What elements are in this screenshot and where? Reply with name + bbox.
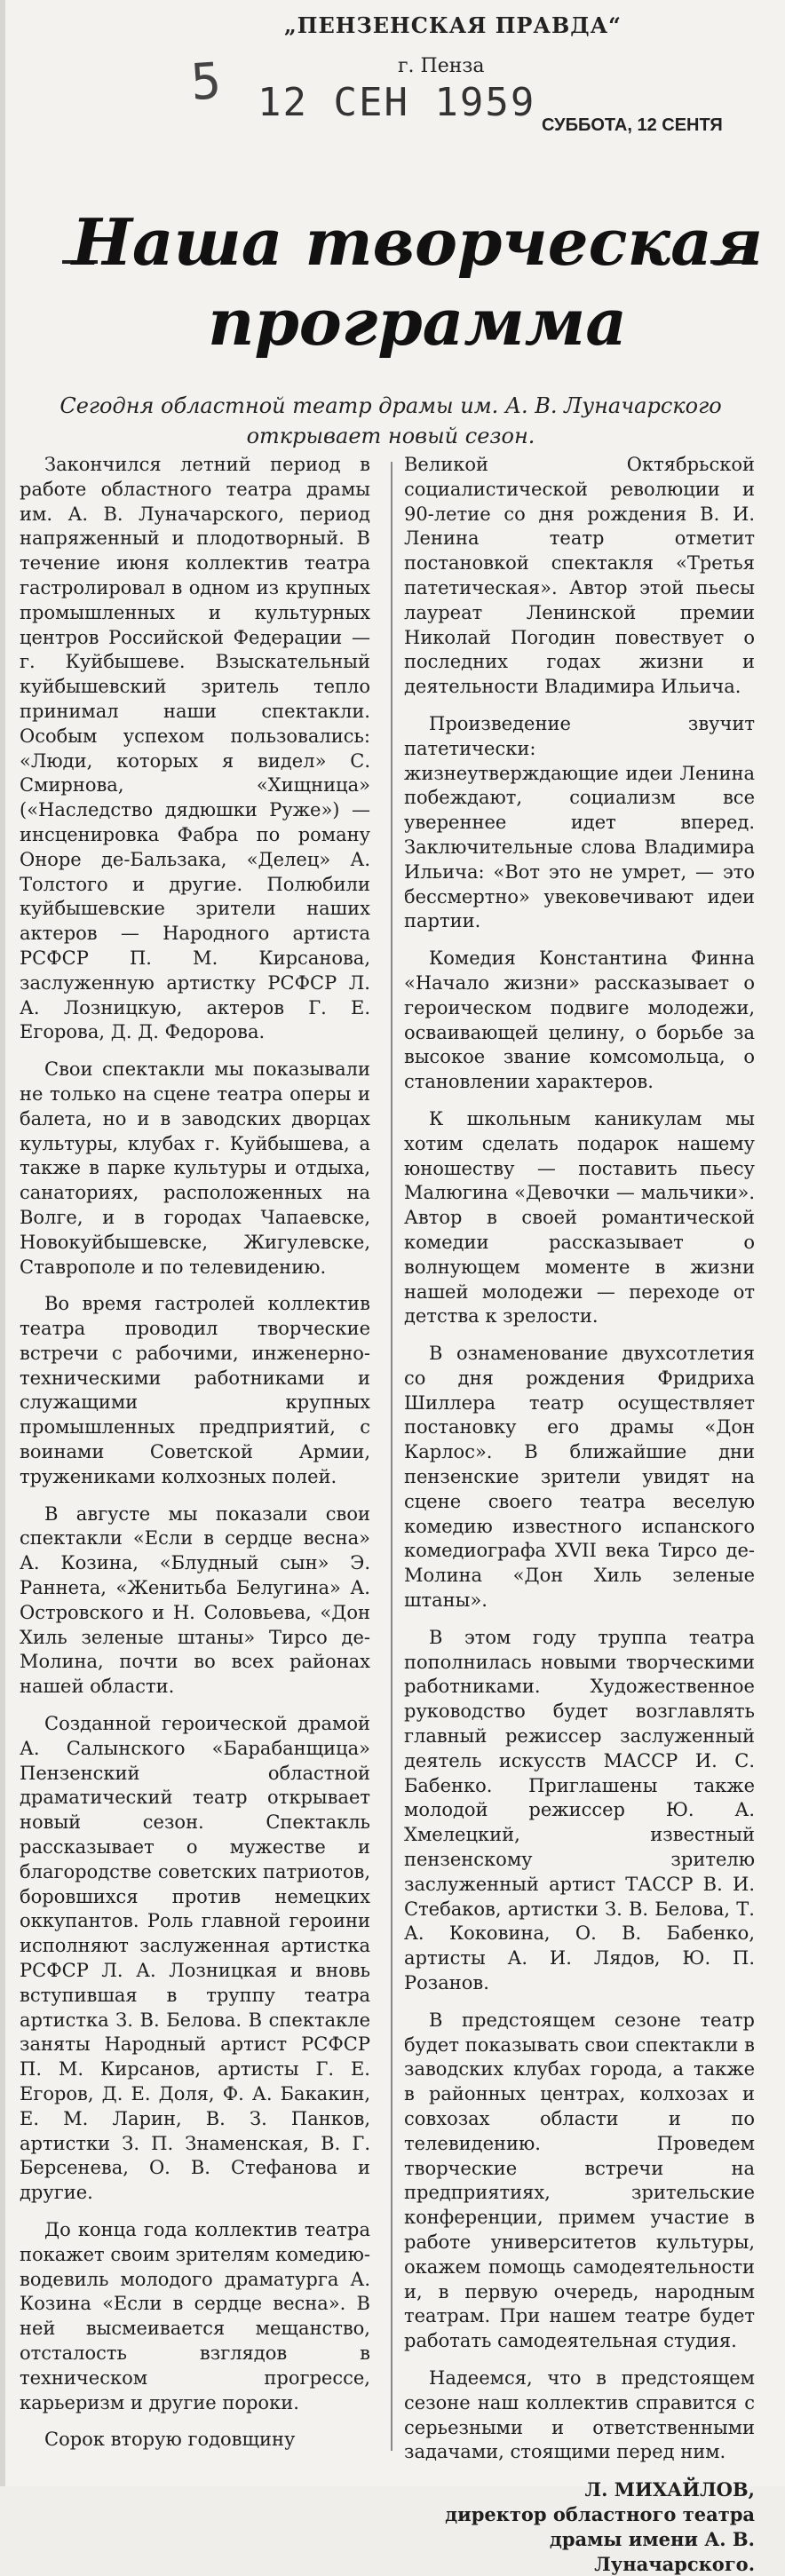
issue-date: СУББОТА, 12 СЕНТЯ <box>542 115 723 135</box>
left-column <box>20 453 370 2486</box>
column-divider <box>391 462 392 2451</box>
paragraph: До конца года коллектив театра покажет своим зрителям комедию-водевиль молодого драматурга А. Козина «Если в сердце весна». В ней высмеивается мещанство, отсталость взглядов в техническом прогрессе, карьеризм и другие пороки. <box>20 2218 370 2414</box>
article-title-line1: Наша творческая <box>71 204 764 280</box>
right-column <box>404 453 755 2575</box>
paragraph: Надеемся, что в предстоящем сезоне наш коллектив справится с серьезными и ответственными задачами, стоящими перед ним. <box>404 2366 755 2463</box>
paragraph: Произведение звучит патетически: жизнеутверждающие идеи Ленина побеждают, социализм все увереннее идет вперед. Заключительные слова Владимира Ильича: «Вот это не умрет, — это бессмертно» увековечивают идеи партии. <box>404 712 755 932</box>
paragraph: В предстоящем сезоне театр будет показывать свои спектакли в заводских клубах города, а также в районных центрах, колхозах и совхозах области и по телевидению. Проведем творческие встречи на предприятиях, зрительские конференции, примем участие в работе университетов культуры, окажем помощь самодеятельности и, в первую очередь, народным театрам. При нашем театре будет работать самодеятельная студия. <box>404 2009 755 2352</box>
city-label: г. Пенза <box>398 55 485 77</box>
paragraph: Сорок вторую годовщину <box>44 2429 296 2451</box>
paragraph: В августе мы показали свои спектакли «Если в сердце весна» А. Козина, «Блудный сын» Э. Раннета, «Женитьба Белугина» А. Островского и Н. Соловьева, «Дон Хиль зеленые штаны» Тирсо де-Молина, почти во всех районах нашей области. <box>20 1502 370 1698</box>
newspaper-title: „ПЕНЗЕНСКАЯ ПРАВДА“ <box>284 12 622 38</box>
paragraph: Великой Октябрьской социалистической революции и 90-летие со дня рождения В. И. Ленина театр отметит постановкой спектакля «Третья патетическая». Автор этой пьесы лауреат Ленинской премии Николай Погодин повествует о последних годах жизни и деятельности Владимира Ильича. <box>404 454 755 698</box>
stamp-date: 12 СЕН 1959 <box>258 80 536 125</box>
article-subtitle: Сегодня областной театр драмы им. А. В. Луначарского открывает новый сезон. <box>59 393 722 448</box>
paragraph: В этом году труппа театра пополнилась новыми творческими работниками. Художественное руководство будет возглавлять главный режиссер заслуженный деятель искусств МАССР И. С. Бабенко. Приглашены также молодой режиссер Ю. А. Хмелецкий, известный пензенскому зрителю заслуженный артист ТАССР В. И. Стебаков, артистки З. В. Белова, Т. А. Коковина, О. В. Бабенко, артисты А. И. Лядов, Ю. П. Розанов. <box>404 1626 755 1994</box>
signature <box>404 2477 755 2576</box>
paragraph: В ознаменование двухсотлетия со дня рождения Фридриха Шиллера театр осуществляет постановку его драмы «Дон Карлос». В ближайшие дни пензенские зрители увидят на сцене своего театра веселую комедию известного испанского комедиографа XVII века Тирсо де-Молина «Дон Хиль зеленые штаны». <box>404 1343 755 1612</box>
stamp-number: 5 <box>188 52 223 113</box>
signature-role: директор областного театра драмы имени А. В. Луначарского. <box>445 2502 755 2575</box>
clipping-edge <box>0 0 5 2486</box>
paragraph: Созданной героической драмой А. Салынского «Барабанщица» Пензенский областной драматический театр открывает новый сезон. Спектакль рассказывает о мужестве и благородстве советских патриотов, боровшихся против немецких оккупантов. Роль главной героини исполняют заслуженная артистка РСФСР Л. А. Лозницкая и вновь вступившая в труппу театра артистка З. В. Белова. В спектакле заняты Народный артист РСФСР П. М. Кирсанов, артисты Г. Е. Егоров, Д. Е. Доля, Ф. А. Бакакин, Е. М. Ларин, В. З. Панков, артистки З. П. Знаменская, В. Г. Берсенева, О. В. Стефанова и другие. <box>20 1713 370 2204</box>
paragraph: Во время гастролей коллектив театра проводил творческие встречи с рабочими, инженерно-техническими работниками и служащими крупных промышленных предприятий, с воинами Советской Армии, тружениками колхозных полей. <box>20 1293 370 1487</box>
signature-name: Л. МИХАЙЛОВ, <box>584 2478 755 2501</box>
paragraph: К школьным каникулам мы хотим сделать подарок нашему юношеству — поставить пьесу Малюгина «Девочки — мальчики». Автор в своей романтической комедии рассказывает о волнующем моменте в жизни нашей молодежи — переходе от детства к зрелости. <box>404 1107 755 1328</box>
paragraph: Свои спектакли мы показывали не только на сцене театра оперы и балета, но и в заводских дворцах культуры, клубах г. Куйбышева, а также в парке культуры и отдыха, санаториях, расположенных на Волге, и в городах Чапаевске, Новокуйбышевске, Жигулевске, Ставрополе и по телевидению. <box>20 1058 370 1278</box>
paragraph: Закончился летний период в работе областного театра драмы им. А. В. Луначарского, период напряженный и плодотворный. В течение июня коллектив театра гастролировал в одном из крупных промышленных и культурных центров Российской Федерации — г. Куйбышеве. Взыскательный куйбышевский зритель тепло принимал наши спектакли. Особым успехом пользовались: «Люди, которых я видел» С. Смирнова, «Хищница» («Наследство дядюшки Руже») — инсценировка Фабра по роману Оноре де-Бальзака, «Делец» А. Толстого и другие. Полюбили куйбышевские зрители наших актеров — Народного артиста РСФСР П. М. Кирсанова, заслуженную артистку РСФСР Л. А. Лозницкую, актеров Г. Е. Егорова, Д. Д. Федорова. <box>20 454 370 1043</box>
paragraph: Комедия Константина Финна «Начало жизни» рассказывает о героическом подвиге молодежи, осваивающей целину, о борьбе за высокое звание комсомольца, о становлении характеров. <box>404 947 755 1093</box>
article-title-line2: программа <box>208 284 627 360</box>
